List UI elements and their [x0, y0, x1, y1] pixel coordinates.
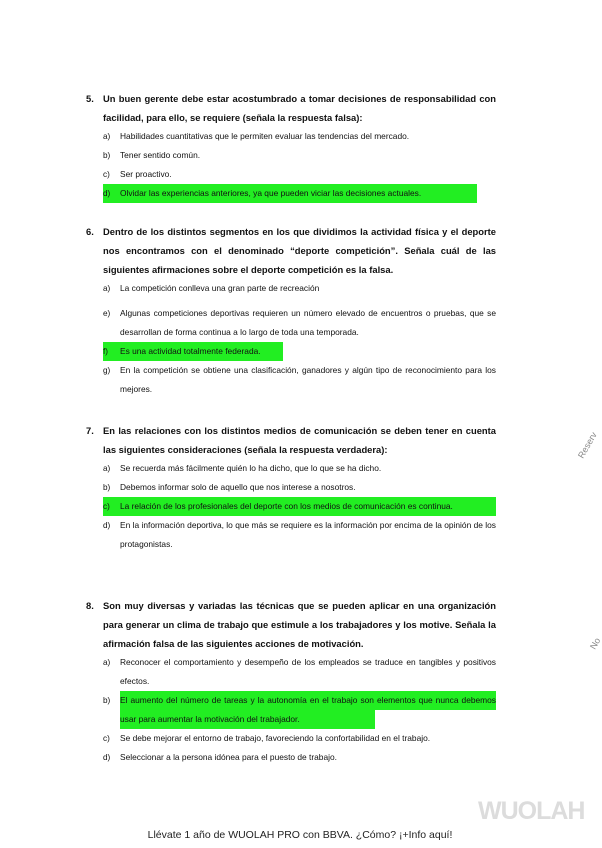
option-d: [103, 748, 496, 767]
side-watermark-text: Reserv: [576, 430, 599, 460]
option-letter: e): [103, 309, 111, 318]
option-letter: f): [103, 347, 109, 356]
question-number: 7.: [86, 425, 94, 436]
option-text: Es una actividad totalmente federada.: [120, 346, 261, 356]
option-text: Algunas competiciones deportivas requieren un número elevado de encuentros o pruebas, que se desarrollan de forma continua a lo largo de toda una temporada.: [120, 308, 496, 337]
side-watermark-text: No: [588, 636, 602, 651]
option-a: [103, 127, 496, 146]
option-c: [103, 165, 496, 184]
option-a: [103, 653, 496, 691]
option-letter: d): [103, 189, 111, 198]
option-letter: d): [103, 753, 111, 762]
option-a: [103, 279, 496, 298]
option-text: Se debe mejorar el entorno de trabajo, favoreciendo la confortabilidad en el trabajo.: [120, 733, 431, 743]
option-d-highlighted: [103, 184, 477, 203]
question-6: [86, 222, 496, 399]
option-b: [103, 478, 496, 497]
option-c: [103, 729, 496, 748]
option-letter: a): [103, 658, 111, 667]
option-text: Ser proactivo.: [120, 169, 172, 179]
option-f-highlighted: [103, 342, 283, 361]
option-c-highlighted: [103, 497, 496, 516]
option-letter: b): [103, 483, 111, 492]
option-a: [103, 459, 496, 478]
option-letter: c): [103, 497, 120, 516]
option-text: En la competición se obtiene una clasificación, ganadores y algún tipo de reconocimiento para los mejores.: [120, 365, 496, 394]
option-text: En la información deportiva, lo que más se requiere es la información por encima de la opinión de los protagonistas.: [120, 520, 496, 549]
option-text: Seleccionar a la persona idónea para el puesto de trabajo.: [120, 752, 337, 762]
option-letter: a): [103, 464, 111, 473]
option-letter: d): [103, 521, 111, 530]
question-8: [86, 596, 496, 767]
option-text: Tener sentido común.: [120, 150, 201, 160]
option-letter: b): [103, 696, 111, 705]
wuolah-logo: WUOLAH: [478, 797, 585, 825]
option-b: [103, 146, 496, 165]
option-text: Reconocer el comportamiento y desempeño de los empleados se traduce en tangibles y positivos efectos.: [120, 657, 496, 686]
question-text: En las relaciones con los distintos medios de comunicación se deben tener en cuenta las siguientes consideraciones (señala la respuesta verdadera):: [103, 425, 496, 455]
question-5: [86, 89, 496, 203]
question-number: 6.: [86, 226, 94, 237]
option-text: Debemos informar solo de aquello que nos interese a nosotros.: [120, 482, 356, 492]
option-letter: a): [103, 284, 111, 293]
option-letter: c): [103, 734, 110, 743]
question-text: Son muy diversas y variadas las técnicas que se pueden aplicar en una organización para generar un clima de trabajo que estimule a los trabajadores y los motive. Señala la afirmación falsa de las siguientes acciones de motivación.: [103, 600, 496, 649]
option-text: Olvidar las experiencias anteriores, ya que pueden viciar las decisiones actuales.: [120, 188, 422, 198]
option-text: Se recuerda más fácilmente quién lo ha dicho, que lo que se ha dicho.: [120, 463, 382, 473]
question-7: [86, 421, 496, 554]
option-b-highlighted: [103, 691, 496, 729]
promo-footer-link[interactable]: Llévate 1 año de WUOLAH PRO con BBVA. ¿Cómo? ¡+Info aquí!: [147, 829, 453, 841]
option-text: La competición conlleva una gran parte de recreación: [120, 283, 320, 293]
option-g: [103, 361, 496, 399]
option-d: [103, 516, 496, 554]
question-number: 5.: [86, 93, 94, 104]
question-text: Un buen gerente debe estar acostumbrado a tomar decisiones de responsabilidad con facilidad, para ello, se requiere (señala la respuesta falsa):: [103, 93, 496, 123]
option-letter: a): [103, 132, 111, 141]
question-text: Dentro de los distintos segmentos en los que dividimos la actividad física y el deporte nos encontramos con el denominado “deporte competición”. Señala cuál de las siguientes afirmaciones sobre el deporte competición es la falsa.: [103, 226, 496, 275]
option-letter: g): [103, 366, 111, 375]
question-number: 8.: [86, 600, 94, 611]
option-letter: b): [103, 151, 111, 160]
option-text: Habilidades cuantitativas que le permiten evaluar las tendencias del mercado.: [120, 131, 410, 141]
option-e: [103, 304, 496, 342]
option-text: El aumento del número de tareas y la autonomía en el trabajo son elementos que nunca debemos usar para aumentar la motivación del trabajador.: [120, 691, 496, 729]
option-letter: c): [103, 170, 110, 179]
option-text: La relación de los profesionales del deporte con los medios de comunicación es continua.: [120, 497, 496, 516]
